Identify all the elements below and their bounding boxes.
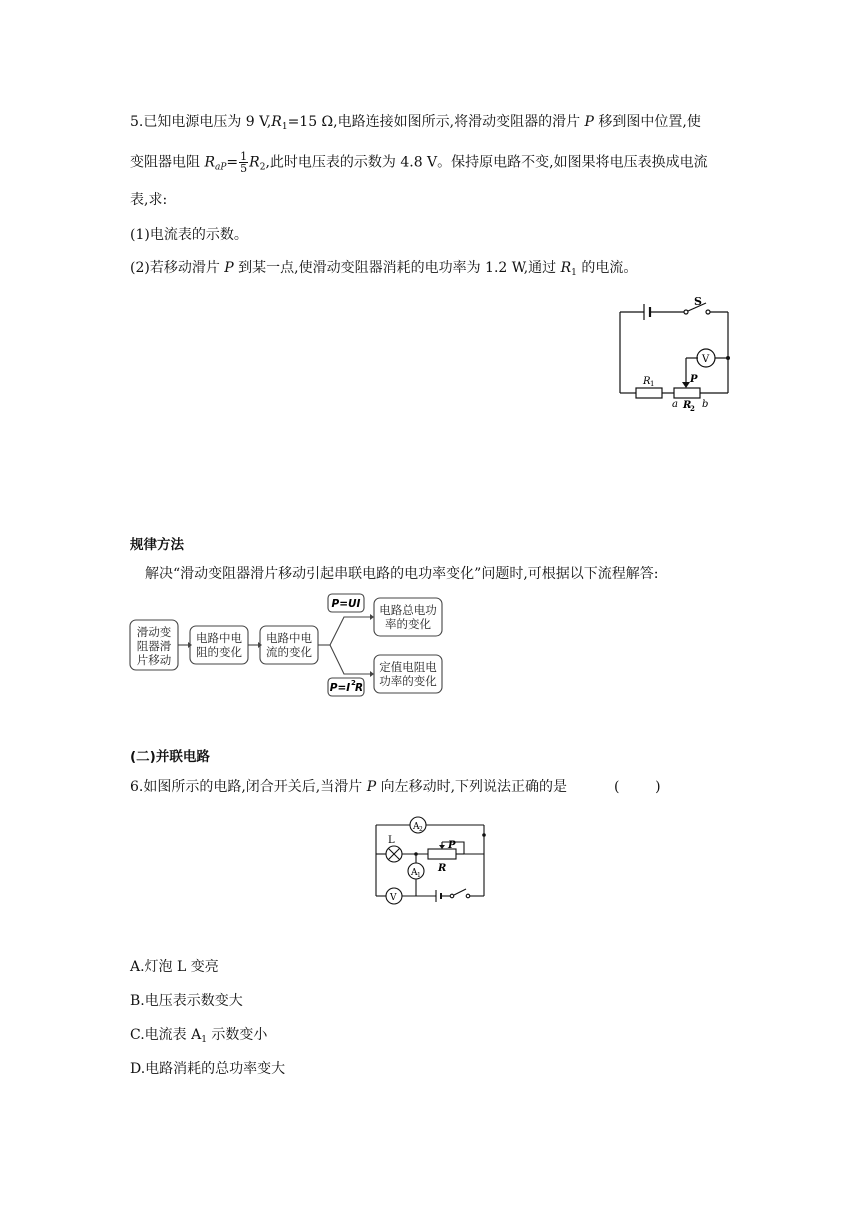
slider-label: P	[448, 840, 456, 851]
formula-p-ui: P=UI	[331, 598, 361, 610]
flow-out-top-line2: 率的变化	[385, 617, 431, 631]
slider-arrow-icon	[439, 845, 445, 849]
section-parallel-heading: (二)并联电路	[130, 749, 210, 765]
q5-line2-lead: 变阻器电阻	[130, 154, 205, 171]
r1-label: R	[643, 376, 651, 387]
flow-out-top-line1: 电路总电功	[379, 603, 437, 617]
rheostat-label: R	[438, 863, 447, 874]
r2-subscript: 2	[259, 162, 266, 173]
fraction-numerator: 1	[240, 150, 248, 163]
formula-r: R	[355, 682, 364, 694]
terminal-a-label: a	[672, 399, 678, 410]
flow-box1-line3: 片移动	[136, 653, 172, 667]
method-flowchart	[128, 592, 448, 700]
ammeter-a2-subscript: 2	[419, 826, 423, 833]
r1-subscript: 1	[281, 122, 288, 132]
switch-contact-right	[706, 310, 710, 314]
voltmeter-label: V	[390, 893, 397, 903]
q5-part2-lead: (2)若移动滑片	[130, 260, 225, 276]
p-symbol: P	[224, 260, 234, 276]
formula-p-i: P=I	[329, 682, 351, 694]
option-b: B.电压表示数变大	[130, 993, 243, 1009]
lamp-label: L	[388, 835, 395, 846]
q6-circuit-diagram	[368, 808, 492, 912]
fraction-one-fifth	[239, 151, 248, 174]
option-d: D.电路消耗的总功率变大	[130, 1061, 286, 1077]
flow-box2-line2: 阻的变化	[196, 645, 242, 659]
flow-out-bottom-line1: 定值电阻电	[379, 660, 437, 674]
ammeter-a1-label: A	[411, 868, 418, 878]
arrow-icon	[370, 614, 374, 620]
rheostat-r2	[674, 388, 700, 398]
flow-box1-line2: 阻器滑	[136, 639, 172, 653]
q5-part2-middle: 到某一点,使滑动变阻器消耗的电功率为 1.2 W,通过	[233, 260, 561, 276]
flow-box2-line1: 电路中电	[196, 631, 242, 645]
option-c-tail: 示数变小	[206, 1027, 268, 1043]
answer-bracket: ( )	[614, 779, 661, 795]
slider-arrow-icon	[682, 382, 690, 388]
q5-stem-line-3: 表,求:	[130, 192, 168, 208]
flow-out-bottom-line2: 功率的变化	[379, 674, 437, 688]
switch-blade	[454, 889, 466, 895]
junction-dot	[482, 833, 486, 837]
fraction-denominator: 5	[240, 162, 248, 175]
switch-contact-right	[466, 894, 470, 898]
q6-stem	[130, 777, 567, 797]
option-c-lead: C.电流表 A	[130, 1027, 202, 1043]
q5-line2-tail: ,此时电压表的示数为 4.8 V。保持原电路不变,如图果将电压表换成电流	[265, 154, 708, 171]
q5-line1-middle: =15 Ω,电路连接如图所示,将滑动变阻器的滑片	[287, 114, 585, 130]
ammeter-a1-subscript: 1	[417, 872, 421, 879]
switch-contact-left	[450, 894, 454, 898]
flow-box1-line1: 滑动变	[136, 625, 172, 639]
r1-label-subscript: 1	[650, 380, 655, 388]
slider-label: P	[690, 374, 698, 385]
q5-line1-tail: 移到图中位置,使	[593, 114, 701, 130]
flow-box3-line2: 流的变化	[266, 645, 312, 659]
r2-symbol: R	[249, 154, 260, 171]
junction-dot	[414, 852, 418, 856]
method-intro: 解决“滑动变阻器滑片移动引起串联电路的电功率变化”问题时,可根据以下流程解答:	[145, 566, 659, 582]
r1-subscript: 1	[571, 268, 577, 278]
r2-label-subscript: 2	[690, 404, 695, 413]
q5-part-2	[130, 258, 637, 283]
q5-part2-tail: 的电流。	[576, 260, 638, 276]
q5-stem-line-2	[130, 151, 708, 178]
r2-label: R	[683, 400, 692, 411]
q5-stem-line-1	[130, 112, 701, 137]
rap-subscript: aP	[215, 162, 227, 173]
p-symbol: P	[584, 114, 594, 130]
junction-dot	[726, 356, 730, 360]
option-a: A.灯泡 L 变亮	[130, 959, 219, 975]
q6-stem-lead: 6.如图所示的电路,闭合开关后,当滑片	[130, 779, 367, 795]
flow-box3-line1: 电路中电	[266, 631, 312, 645]
switch-label: S	[694, 295, 702, 308]
switch-contact-left	[684, 310, 688, 314]
resistor-r1	[636, 388, 662, 398]
option-c	[130, 1025, 267, 1050]
equals-sign: =	[226, 154, 239, 171]
arrow-icon	[370, 671, 374, 677]
r1-symbol: R	[271, 114, 282, 130]
method-heading: 规律方法	[130, 537, 184, 553]
q5-circuit-diagram	[610, 290, 740, 415]
q6-stem-tail: 向左移动时,下列说法正确的是	[376, 779, 568, 795]
r1-symbol: R	[560, 260, 572, 276]
voltmeter-label: V	[702, 354, 710, 365]
ammeter-a2-label: A	[413, 822, 420, 832]
q5-line1-lead: 5.已知电源电压为 9 V,	[130, 114, 272, 130]
p-symbol: P	[366, 779, 377, 795]
rap-symbol: R	[204, 154, 215, 171]
formula-exponent: 2	[351, 679, 356, 687]
terminal-b-label: b	[702, 399, 709, 410]
option-c-subscript: 1	[201, 1035, 207, 1045]
q5-part-1: (1)电流表的示数。	[130, 227, 248, 243]
